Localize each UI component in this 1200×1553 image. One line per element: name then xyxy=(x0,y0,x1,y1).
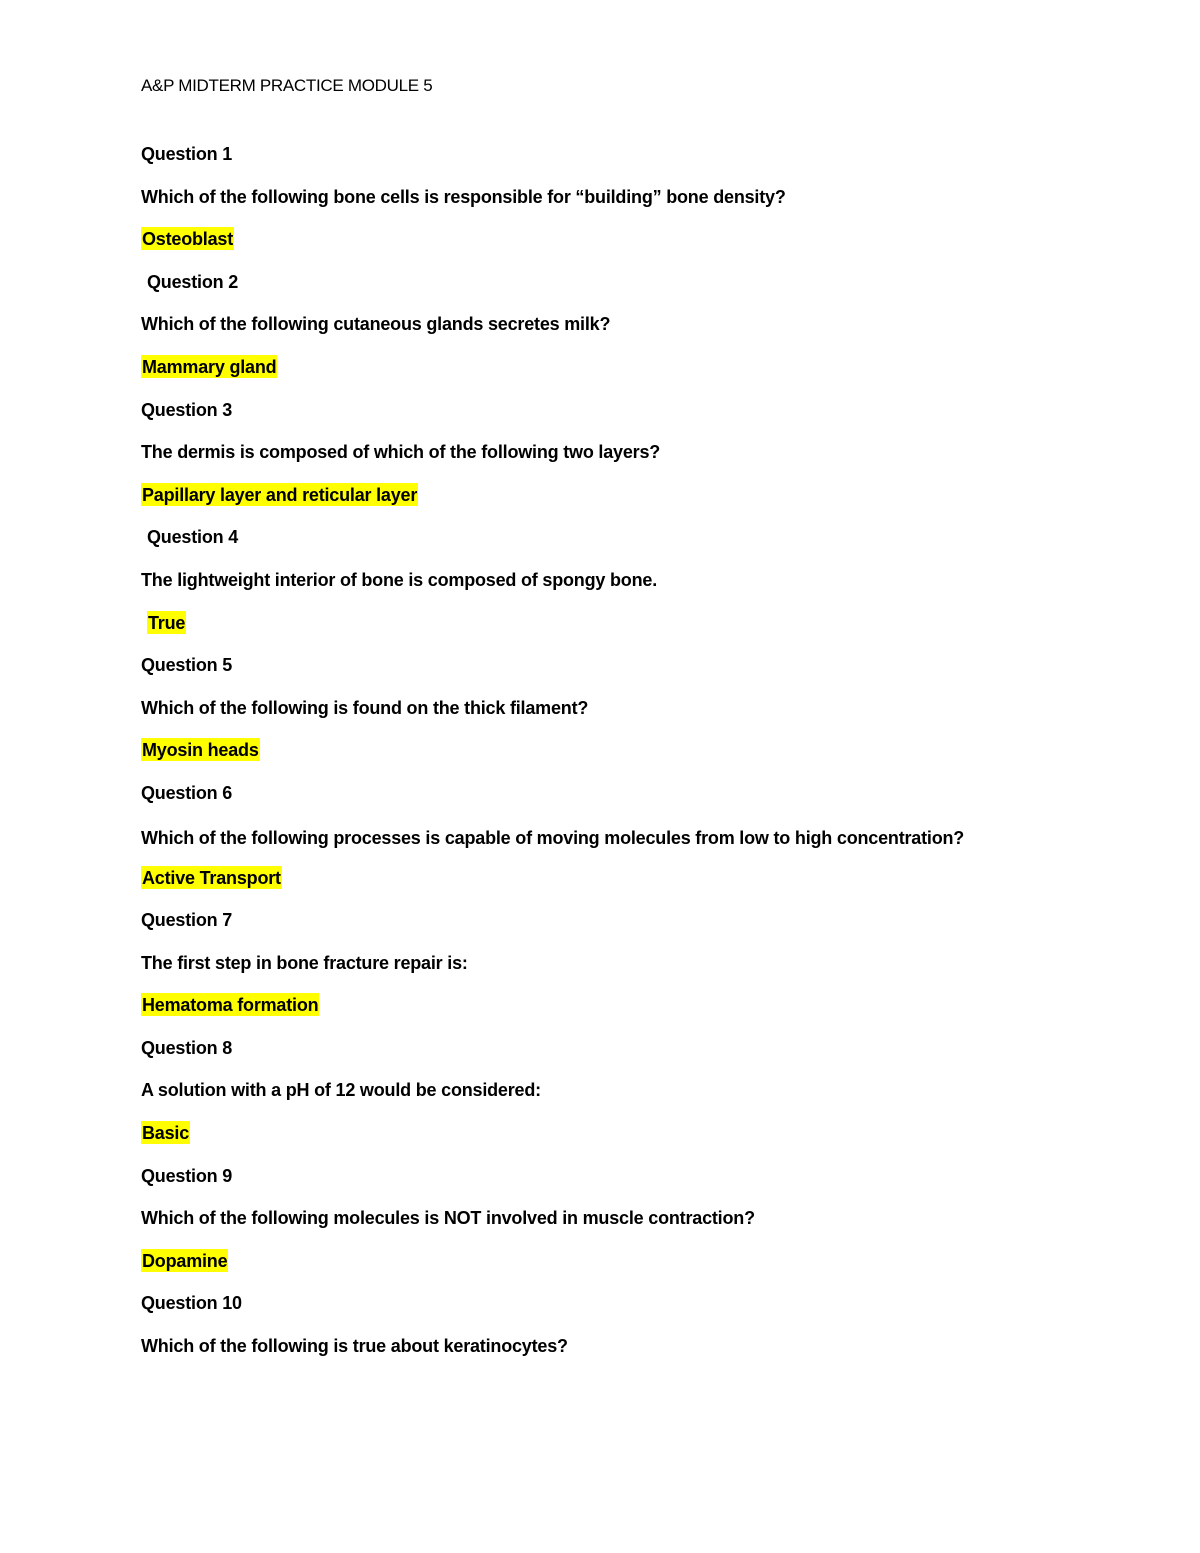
question-list xyxy=(141,143,971,1378)
question-label: Question 7 xyxy=(141,910,233,931)
answer-highlight: Hematoma formation xyxy=(142,995,319,1016)
question-text: A solution with a pH of 12 would be considered: xyxy=(141,1080,541,1101)
answer-highlight: Papillary layer and reticular layer xyxy=(142,484,418,505)
question-label: Question 8 xyxy=(141,1037,233,1058)
answer-highlight: True xyxy=(148,612,186,633)
question-label: Question 2 xyxy=(147,271,239,292)
question-text: Which of the following molecules is NOT involved in muscle contraction? xyxy=(141,1208,755,1229)
question-text: Which of the following processes is capable of moving molecules from low to high concentration? xyxy=(141,827,965,848)
question-label: Question 3 xyxy=(141,399,233,420)
answer-highlight: Mammary gland xyxy=(142,356,277,377)
question-label: Question 9 xyxy=(141,1165,233,1186)
question-label: Question 4 xyxy=(147,527,239,548)
answer-highlight: Active Transport xyxy=(142,867,281,888)
answer-highlight: Dopamine xyxy=(142,1250,228,1271)
answer-highlight: Myosin heads xyxy=(142,740,259,761)
question-text: The first step in bone fracture repair is: xyxy=(141,952,468,973)
question-label: Question 10 xyxy=(141,1293,242,1314)
question-text: The dermis is composed of which of the following two layers? xyxy=(141,442,661,463)
answer-highlight: Osteoblast xyxy=(142,229,234,250)
question-text: Which of the following is true about keratinocytes? xyxy=(141,1336,568,1357)
question-label: Question 6 xyxy=(141,782,233,803)
question-text: Which of the following bone cells is responsible for “building” bone density? xyxy=(141,186,786,207)
answer-highlight: Basic xyxy=(142,1123,190,1144)
question-text: The lightweight interior of bone is composed of spongy bone. xyxy=(141,569,658,590)
question-label: Question 1 xyxy=(141,144,233,164)
question-label: Question 5 xyxy=(141,655,233,676)
page-header: A&P MIDTERM PRACTICE MODULE 5 xyxy=(141,76,433,95)
question-text: Which of the following is found on the thick filament? xyxy=(141,697,589,718)
question-text: Which of the following cutaneous glands secretes milk? xyxy=(141,314,611,335)
